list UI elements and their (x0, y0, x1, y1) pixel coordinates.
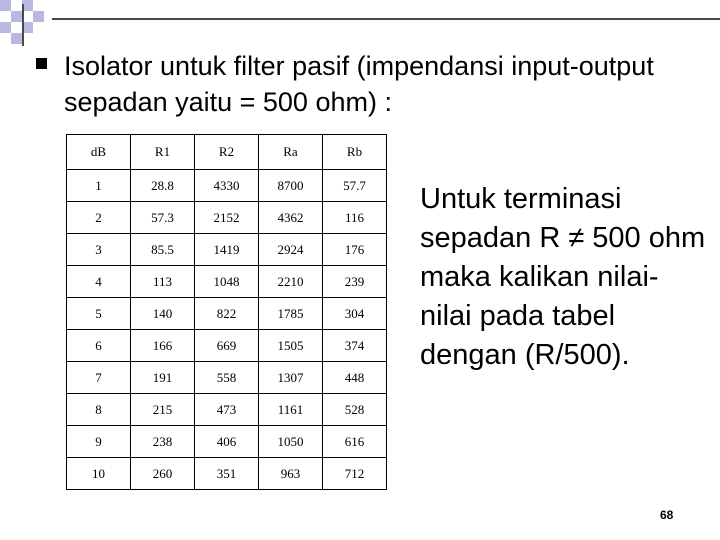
table-cell: 4330 (195, 170, 259, 202)
table-cell: 260 (131, 458, 195, 490)
square-bullet-icon (36, 58, 47, 69)
header-cell: R1 (131, 135, 195, 170)
table-cell: 374 (323, 330, 387, 362)
table-cell: 2210 (259, 266, 323, 298)
table-cell: 616 (323, 426, 387, 458)
table-cell: 176 (323, 234, 387, 266)
bullet-text: Isolator untuk filter pasif (impendansi input-output sepadan yaitu = 500 ohm) : (64, 51, 654, 117)
header-rule (52, 18, 720, 20)
table-cell: 140 (131, 298, 195, 330)
table-cell: 351 (195, 458, 259, 490)
table-cell: 8700 (259, 170, 323, 202)
decor-square (0, 22, 11, 33)
table-cell: 528 (323, 394, 387, 426)
table-cell: 4362 (259, 202, 323, 234)
table-cell: 4 (67, 266, 131, 298)
table-cell: 1505 (259, 330, 323, 362)
decor-square (33, 11, 44, 22)
decor-square (11, 33, 22, 44)
table-row (67, 234, 387, 266)
table-row (67, 394, 387, 426)
table-cell: 239 (323, 266, 387, 298)
table-cell: 113 (131, 266, 195, 298)
table-cell: 473 (195, 394, 259, 426)
table-row (67, 266, 387, 298)
table-header-row (67, 135, 387, 170)
table-cell: 1048 (195, 266, 259, 298)
side-note: Untuk terminasi sepadan R ≠ 500 ohm maka kalikan nilai-nilai pada tabel dengan (R/500). (420, 183, 706, 371)
table-cell: 10 (67, 458, 131, 490)
table-cell: 1050 (259, 426, 323, 458)
decorative-checker-pattern (0, 0, 56, 44)
table-cell: 669 (195, 330, 259, 362)
table-row (67, 298, 387, 330)
table-cell: 1 (67, 170, 131, 202)
table-cell: 5 (67, 298, 131, 330)
table-cell: 448 (323, 362, 387, 394)
table-cell: 3 (67, 234, 131, 266)
table-cell: 1419 (195, 234, 259, 266)
table-cell: 166 (131, 330, 195, 362)
table-cell: 8 (67, 394, 131, 426)
table-cell: 57.3 (131, 202, 195, 234)
table-cell: 28.8 (131, 170, 195, 202)
table-cell: 1161 (259, 394, 323, 426)
table-cell: 1307 (259, 362, 323, 394)
table-cell: 1785 (259, 298, 323, 330)
page-number: 68 (660, 508, 674, 522)
header-cell: dB (67, 135, 131, 170)
table-cell: 2924 (259, 234, 323, 266)
table-row (67, 202, 387, 234)
header-cell: Rb (323, 135, 387, 170)
table-cell: 215 (131, 394, 195, 426)
table-cell: 191 (131, 362, 195, 394)
table-cell: 963 (259, 458, 323, 490)
table-cell: 57.7 (323, 170, 387, 202)
table-row (67, 170, 387, 202)
table-cell: 9 (67, 426, 131, 458)
table-cell: 406 (195, 426, 259, 458)
header-cell: Ra (259, 135, 323, 170)
table-cell: 304 (323, 298, 387, 330)
header-vertical-rule (22, 4, 24, 46)
table-cell: 116 (323, 202, 387, 234)
table-row (67, 362, 387, 394)
decor-square (0, 0, 11, 11)
table-cell: 822 (195, 298, 259, 330)
table-cell: 712 (323, 458, 387, 490)
decor-square (11, 11, 22, 22)
table-row (67, 458, 387, 490)
table-cell: 7 (67, 362, 131, 394)
table-cell: 238 (131, 426, 195, 458)
table-cell: 558 (195, 362, 259, 394)
table-row (67, 426, 387, 458)
table-body (67, 170, 387, 490)
table-cell: 2152 (195, 202, 259, 234)
header-cell: R2 (195, 135, 259, 170)
table-cell: 6 (67, 330, 131, 362)
table-cell: 2 (67, 202, 131, 234)
table-row (67, 330, 387, 362)
table-cell: 85.5 (131, 234, 195, 266)
attenuator-table (66, 134, 387, 490)
